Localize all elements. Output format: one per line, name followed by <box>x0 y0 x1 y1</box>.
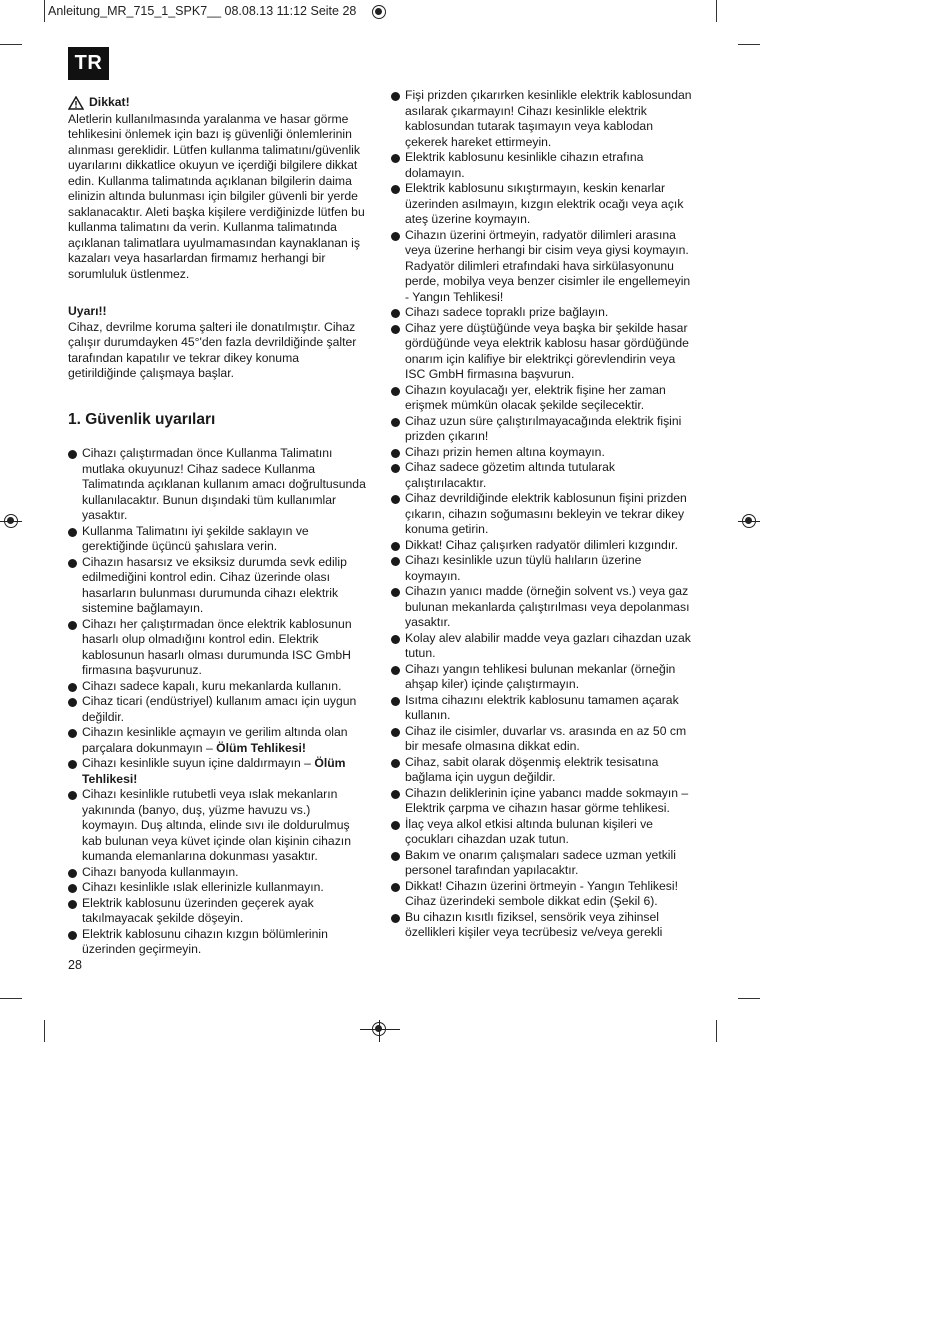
list-item: Cihazı çalıştırmadan önce Kullanma Talimatını mutlaka okuyunuz! Cihaz sadece Kullanma Talimatında açıklanan kullanım amacı doğrultusunda kullanılacaktır. Bunun dışındaki tüm kullanımlar yasaktır. <box>68 446 368 524</box>
bullet-icon <box>391 495 400 504</box>
list-item: Cihaz yere düştüğünde veya başka bir şekilde hasar gördüğünde veya elektrik kablosu hasar gördüğünde onarım için kalifiye bir elektrikçi görevlendirin veya ISC GmbH firmasına başvurun. <box>391 321 696 383</box>
list-item: Cihazı kesinlikle suyun içine daldırmayın – Ölüm Tehlikesi! <box>68 756 368 787</box>
list-item: Cihazın kesinlikle açmayın ve gerilim altında olan parçalara dokunmayın – Ölüm Tehlikesi! <box>68 725 368 756</box>
list-item: Cihaz ticari (endüstriyel) kullanım amacı için uygun değildir. <box>68 694 368 725</box>
registration-mark-left-icon <box>4 514 18 528</box>
bullet-icon <box>391 883 400 892</box>
right-bullet-list <box>391 88 696 941</box>
bullet-icon <box>391 914 400 923</box>
list-item: Cihaz uzun süre çalıştırılmayacağında elektrik fişini prizden çıkarın! <box>391 414 696 445</box>
list-item: Cihaz devrildiğinde elektrik kablosunun fişini prizden çıkarın, cihazın soğumasını bekleyin ve tekrar dikey konuma getirin. <box>391 491 696 538</box>
bullet-icon <box>391 449 400 458</box>
bullet-icon <box>391 542 400 551</box>
bullet-icon <box>391 728 400 737</box>
bullet-icon <box>68 621 77 630</box>
bullet-icon <box>391 154 400 163</box>
print-slug: Anleitung_MR_715_1_SPK7__ 08.08.13 11:12 Seite 28 <box>48 4 357 18</box>
warning-heading <box>68 95 368 111</box>
list-item: Cihaz ile cisimler, duvarlar vs. arasında en az 50 cm bir mesafe olmasına dikkat edin. <box>391 724 696 755</box>
bullet-icon <box>391 232 400 241</box>
bullet-icon <box>391 821 400 830</box>
list-item: Cihazı banyoda kullanmayın. <box>68 865 368 881</box>
warning-triangle-icon <box>68 96 84 110</box>
crop-mark-bottom-left-v <box>44 1020 45 1042</box>
list-item: Dikkat! Cihazın üzerini örtmeyin - Yangın Tehlikesi! Cihaz üzerindeki sembole dikkat edin (Şekil 6). <box>391 879 696 910</box>
bullet-icon <box>391 418 400 427</box>
warning-text: Aletlerin kullanılmasında yaralanma ve hasar görme tehlikesini önlemek için bazı iş güvenliği önlemlerinin alınması gereklidir. Lütfen kullanma talimatını/güvenlik uyarılarını dikkatlice okuyun ve içerdiği bilgilere dikkat edin. Kullanma talimatında açıklanan bilgilerin daima elinizin altında bulunması için bilgiler güvenli bir yerde saklanacaktır. Aleti başka kişilere verdiğinizde lütfen bu kullanma talimatını da verin. Kullanma talimatında açıklanan talimatlara uyulmamasından kaynaklanan iş kazaları veya hasarlardan firmamız herhangi bir sorumluluk üstlenmez. <box>68 111 365 281</box>
list-item: Fişi prizden çıkarırken kesinlikle elektrik kablosundan asılarak çıkarmayın! Cihazı kesinlikle elektrik kablosundan tutarak taşımayın veya kablodan çekerek hareket ettirmeyin. <box>391 88 696 150</box>
list-item: Elektrik kablosunu cihazın kızgın bölümlerinin üzerinden geçirmeyin. <box>68 927 368 958</box>
bullet-icon <box>68 869 77 878</box>
list-item: Cihazı kesinlikle rutubetli veya ıslak mekanların yakınında (banyo, duş, yüzme havuzu vs.) koymayın. Duş altında, elinde sıvı ile doldurulmuş kab bulunan veya küvet içinde olan kişinin cihazın kumanda elemanlarına dokunması yasaktır. <box>68 787 368 865</box>
bullet-icon <box>391 309 400 318</box>
bullet-icon <box>68 683 77 692</box>
list-item: Cihaz sadece gözetim altında tutularak çalıştırılacaktır. <box>391 460 696 491</box>
list-item: Elektrik kablosunu sıkıştırmayın, keskin kenarlar üzerinden asılmayın, kızgın elektrik ocağı veya açık ateş üzerine koymayın. <box>391 181 696 228</box>
list-item: Kolay alev alabilir madde veya gazları cihazdan uzak tutun. <box>391 631 696 662</box>
list-item: Cihazı sadece kapalı, kuru mekanlarda kullanın. <box>68 679 368 695</box>
crop-mark-top-right-h <box>738 44 760 45</box>
crop-mark-top-right-v <box>716 0 717 22</box>
bullet-icon <box>68 450 77 459</box>
left-bullet-list <box>68 446 368 958</box>
bullet-icon <box>68 698 77 707</box>
bullet-icon <box>391 697 400 706</box>
crop-mark-top-left-h <box>0 44 22 45</box>
bullet-icon <box>68 931 77 940</box>
list-item: Cihazı prizin hemen altına koymayın. <box>391 445 696 461</box>
bullet-icon <box>391 635 400 644</box>
bullet-icon <box>391 557 400 566</box>
crop-mark-top-left-v <box>44 0 45 22</box>
list-item: Cihazın deliklerinin içine yabancı madde sokmayın – Elektrik çarpma ve cihazın hasar görme tehlikesi. <box>391 786 696 817</box>
list-item: Cihazı her çalıştırmadan önce elektrik kablosunun hasarlı olup olmadığını kontrol edin. Elektrik kablosunun hasarlı olması durumunda ISC GmbH firmasına başvurunuz. <box>68 617 368 679</box>
list-item: Isıtma cihazını elektrik kablosunu tamamen açarak kullanın. <box>391 693 696 724</box>
bullet-icon <box>68 760 77 769</box>
list-item: Kullanma Talimatını iyi şekilde saklayın ve gerektiğinde üçüncü şahıslara verin. <box>68 524 368 555</box>
page-number: 28 <box>68 958 82 972</box>
bullet-icon <box>68 900 77 909</box>
bullet-icon <box>391 852 400 861</box>
left-column <box>68 95 368 958</box>
list-item: Bakım ve onarım çalışmaları sadece uzman yetkili personel tarafından yapılacaktır. <box>391 848 696 879</box>
crop-mark-bottom-right-h <box>738 998 760 999</box>
list-item: Cihazın hasarsız ve eksiksiz durumda sevk edilip edilmediğini kontrol edin. Cihaz üzerinde olası hasarların bulunması durumunda cihazı elektrik sistemine bağlamayın. <box>68 555 368 617</box>
list-item: Cihazı sadece topraklı prize bağlayın. <box>391 305 696 321</box>
bullet-icon <box>391 464 400 473</box>
warning-title: Dikkat! <box>89 95 130 109</box>
bullet-icon <box>68 528 77 537</box>
list-item: Bu cihazın kısıtlı fiziksel, sensörik veya zihinsel özellikleri kişiler veya tecrübesiz ve/veya gerekli <box>391 910 696 941</box>
list-item: Cihaz, sabit olarak döşenmiş elektrik tesisatına bağlama için uygun değildir. <box>391 755 696 786</box>
crop-mark-bottom-right-v <box>716 1020 717 1042</box>
registration-mark-right-icon <box>742 514 756 528</box>
registration-mark-bottom-icon <box>372 1022 386 1036</box>
caution-title: Uyarı!! <box>68 304 107 318</box>
section-title: 1. Güvenlik uyarıları <box>68 410 216 428</box>
bullet-icon <box>391 588 400 597</box>
bullet-icon <box>391 759 400 768</box>
bullet-icon <box>391 92 400 101</box>
language-badge: TR <box>68 47 109 80</box>
bullet-icon <box>391 325 400 334</box>
bullet-icon <box>68 791 77 800</box>
bullet-icon <box>68 884 77 893</box>
bullet-icon <box>391 185 400 194</box>
bullet-icon <box>68 729 77 738</box>
list-item: Elektrik kablosunu üzerinden geçerek ayak takılmayacak şekilde döşeyin. <box>68 896 368 927</box>
caution-text: Cihaz, devrilme koruma şalteri ile donatılmıştır. Cihaz çalışır durumdayken 45°'den fazla devrildiğinde şalter tarafından kapatılır ve tekrar dikey konuma getirildiğinde çalışmaya başlar. <box>68 319 357 380</box>
right-column <box>391 88 696 941</box>
list-item: Dikkat! Cihaz çalışırken radyatör dilimleri kızgındır. <box>391 538 696 554</box>
bullet-icon <box>391 790 400 799</box>
bullet-icon <box>391 666 400 675</box>
bullet-icon <box>68 559 77 568</box>
registration-mark-top-icon <box>372 5 386 19</box>
list-item: Cihazı yangın tehlikesi bulunan mekanlar (örneğin ahşap kiler) içinde çalıştırmayın. <box>391 662 696 693</box>
list-item: Elektrik kablosunu kesinlikle cihazın etrafına dolamayın. <box>391 150 696 181</box>
list-item: İlaç veya alkol etkisi altında bulunan kişileri ve çocukları cihazdan uzak tutun. <box>391 817 696 848</box>
list-item: Cihazın koyulacağı yer, elektrik fişine her zaman erişmek mümkün olacak şekilde seçilecektir. <box>391 383 696 414</box>
bullet-icon <box>391 387 400 396</box>
list-item: Cihazı kesinlikle ıslak ellerinizle kullanmayın. <box>68 880 368 896</box>
list-item: Cihazın üzerini örtmeyin, radyatör dilimleri arasına veya üzerine herhangi bir cisim veya giysi koymayın. Radyatör dilimleri etrafındaki hava sirkülasyonunu perde, mobilya veya benzer cisimler ile engellemeyin - Yangın Tehlikesi! <box>391 228 696 306</box>
list-item: Cihazın yanıcı madde (örneğin solvent vs.) veya gaz bulunan mekanlarda çalıştırılması veya depolanması yasaktır. <box>391 584 696 631</box>
crop-mark-bottom-left-h <box>0 998 22 999</box>
list-item: Cihazı kesinlikle uzun tüylü halıların üzerine koymayın. <box>391 553 696 584</box>
